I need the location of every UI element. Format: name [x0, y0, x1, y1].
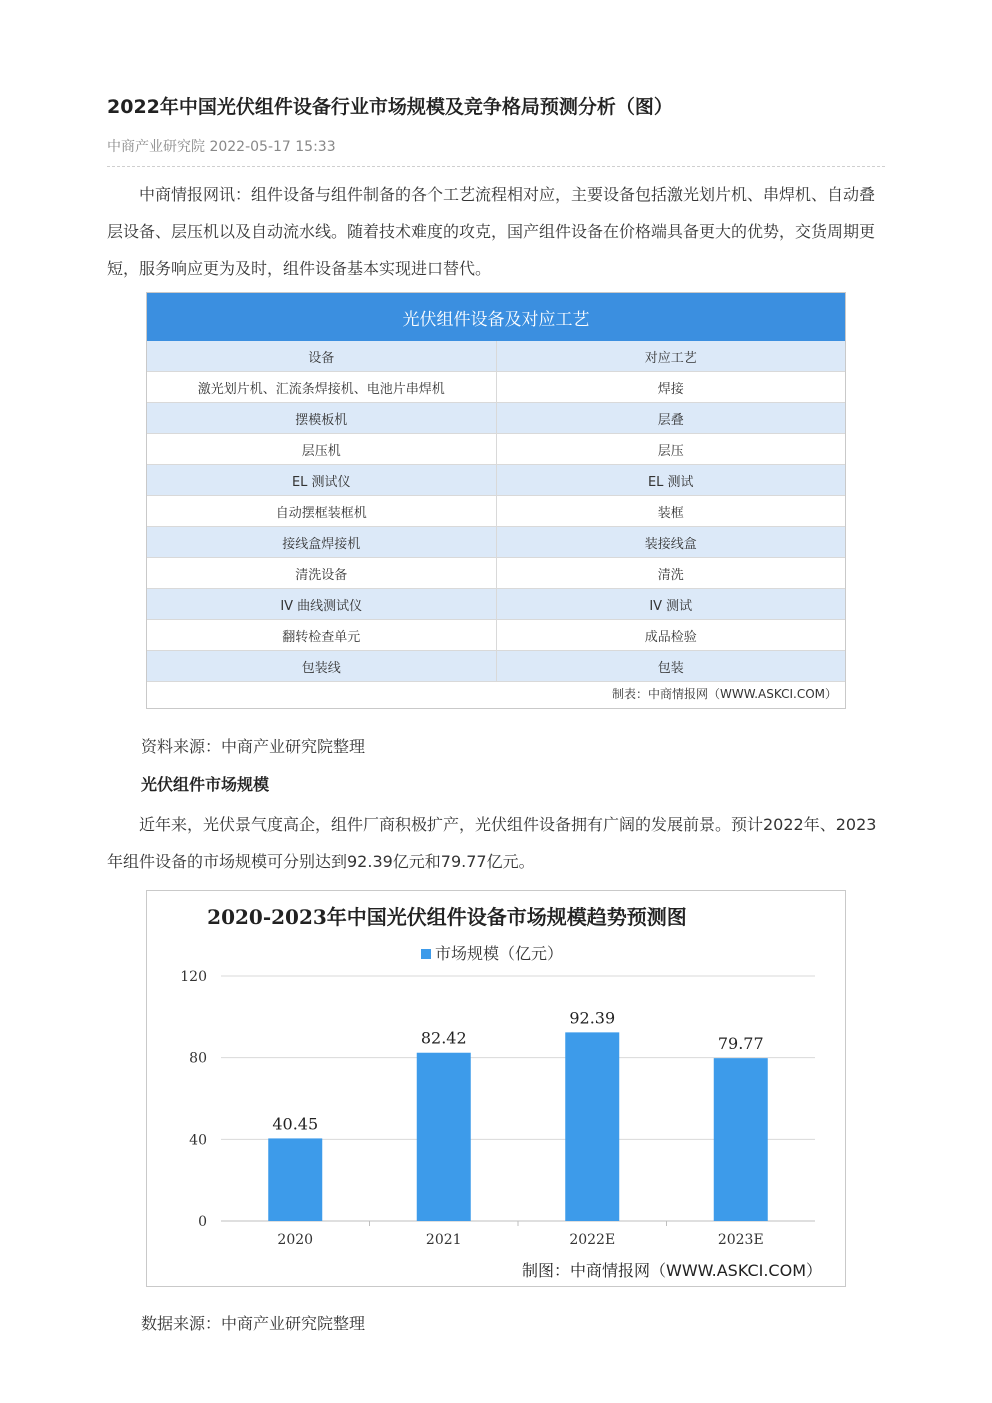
equipment-cell: 激光划片机、汇流条焊接机、电池片串焊机	[147, 372, 496, 403]
process-table-title: 光伏组件设备及对应工艺	[147, 293, 845, 341]
chart-title: 2020-2023年中国光伏组件设备市场规模趋势预测图	[207, 905, 687, 929]
y-tick-label: 40	[189, 1132, 207, 1149]
bar	[417, 1053, 471, 1221]
equipment-cell: 清洗设备	[147, 558, 496, 589]
table-row	[147, 558, 845, 589]
market-paragraph: 近年来，光伏景气度高企，组件厂商积极扩产，光伏组件设备拥有广阔的发展前景。预计2022年、2023年组件设备的市场规模可分别达到92.39亿元和79.77亿元。	[107, 815, 877, 871]
legend-label: 市场规模（亿元）	[435, 944, 564, 963]
chart-source-caption: 数据来源：中商产业研究院整理	[141, 1314, 366, 1333]
process-cell: 装框	[496, 496, 845, 527]
equipment-cell: 摆模板机	[147, 403, 496, 434]
equipment-cell: 包装线	[147, 651, 496, 682]
bar	[565, 1032, 619, 1221]
data-label: 79.77	[717, 1034, 764, 1054]
bar	[714, 1058, 768, 1221]
table-row	[147, 372, 845, 403]
x-tick-label: 2023E	[717, 1232, 764, 1248]
equipment-cell: 自动摆框装框机	[147, 496, 496, 527]
process-cell: 包装	[496, 651, 845, 682]
y-tick-label: 80	[189, 1050, 207, 1067]
market-bar-chart	[147, 891, 845, 1286]
table-row	[147, 496, 845, 527]
table-row	[147, 527, 845, 558]
process-cell: EL 测试	[496, 465, 845, 496]
process-cell: 对应工艺	[496, 341, 845, 372]
legend-swatch	[421, 949, 431, 959]
y-tick-label: 0	[198, 1214, 207, 1230]
process-table-footer: 制表：中商情报网（WWW.ASKCI.COM）	[612, 687, 837, 701]
data-label: 92.39	[569, 1008, 616, 1028]
process-cell: 焊接	[496, 372, 845, 403]
data-label: 40.45	[272, 1114, 319, 1134]
table-row	[147, 620, 845, 651]
table-header-row	[147, 341, 845, 372]
y-tick-label: 120	[180, 969, 207, 985]
process-table	[147, 341, 845, 682]
chart-footer: 制图：中商情报网（WWW.ASKCI.COM）	[522, 1261, 822, 1280]
table-row	[147, 465, 845, 496]
market-chart-figure	[146, 890, 846, 1287]
intro-paragraph: 中商情报网讯：组件设备与组件制备的各个工艺流程相对应，主要设备包括激光划片机、串焊机、自动叠层设备、层压机以及自动流水线。随着技术难度的攻克，国产组件设备在价格端具备更大的优势，交货周期更短，服务响应更为及时，组件设备基本实现进口替代。	[107, 185, 876, 278]
process-cell: 层压	[496, 434, 845, 465]
equipment-cell: IV 曲线测试仪	[147, 589, 496, 620]
process-cell: 成品检验	[496, 620, 845, 651]
table-source-caption: 资料来源：中商产业研究院整理	[141, 737, 366, 756]
section-subheading: 光伏组件市场规模	[141, 775, 270, 794]
article-date: 2022-05-17 15:33	[209, 139, 336, 155]
equipment-cell: 设备	[147, 341, 496, 372]
article-source[interactable]: 中商产业研究院	[107, 139, 205, 155]
x-tick-label: 2020	[277, 1232, 314, 1248]
x-tick-label: 2022E	[569, 1232, 616, 1248]
process-cell: 装接线盒	[496, 527, 845, 558]
equipment-cell: 接线盒焊接机	[147, 527, 496, 558]
process-cell: 层叠	[496, 403, 845, 434]
table-row	[147, 651, 845, 682]
process-cell: 清洗	[496, 558, 845, 589]
bar	[268, 1138, 322, 1221]
table-row	[147, 403, 845, 434]
table-row	[147, 589, 845, 620]
data-label: 82.42	[420, 1028, 467, 1048]
article-meta	[107, 136, 336, 156]
article-title: 2022年中国光伏组件设备行业市场规模及竞争格局预测分析（图）	[107, 96, 673, 118]
equipment-cell: 翻转检查单元	[147, 620, 496, 651]
process-cell: IV 测试	[496, 589, 845, 620]
x-tick-label: 2021	[425, 1232, 462, 1248]
table-row	[147, 434, 845, 465]
equipment-cell: 层压机	[147, 434, 496, 465]
equipment-cell: EL 测试仪	[147, 465, 496, 496]
title-divider	[107, 166, 885, 167]
process-table-figure	[146, 292, 846, 709]
